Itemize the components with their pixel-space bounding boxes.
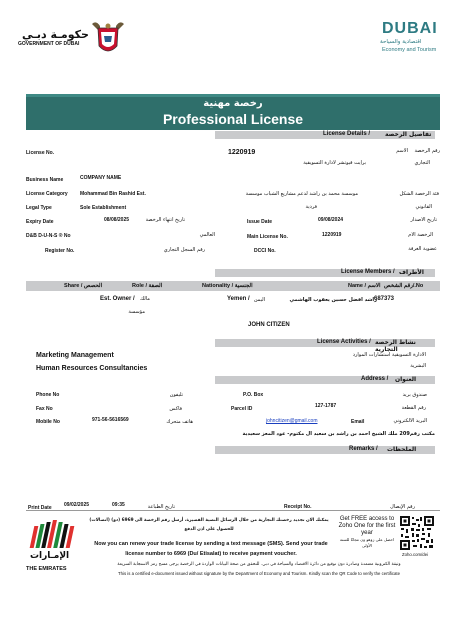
remarks-en: Remarks /: [349, 446, 378, 452]
print-date-label: Print Date: [28, 505, 52, 511]
issue-date-value: 09/08/2024: [318, 217, 344, 223]
license-no-label: License No.: [26, 150, 55, 156]
emirates-en: THE EMIRATES: [26, 566, 67, 572]
activity-item-ar: البشرية: [410, 363, 426, 369]
mobile-ar: هاتف متحرك: [166, 419, 193, 425]
license-activities-header: [215, 339, 435, 353]
members-columns-bar: [26, 281, 440, 291]
license-activities-en: License Activities /: [317, 339, 371, 345]
title-banner-top-stripe: [26, 94, 440, 97]
sms-renewal-ar: يمكنك الان تجديد رخصتك التجارية من خلال الرسائل النصية القصيرة، أرسل رقم الرخصة الى 6969 (دو) (اتصالات) للحصول على اذن الدفع: [89, 518, 329, 532]
fax-label: Fax No: [36, 406, 53, 412]
po-box-ar: صندوق بريد: [402, 392, 427, 398]
zoho-url: Zoho.com/dei: [402, 552, 429, 557]
issue-date-ar: تاريخ الاصدار: [410, 217, 437, 223]
license-no-ar: رقم الرخصة: [414, 148, 440, 154]
title-en: Professional License: [162, 111, 304, 127]
sms-renewal-en: Now you can renew your trade license by sending a text message (SMS). Send your trade license number to 6969 (Du/ Etisalat) to receive payment voucher.: [94, 541, 328, 557]
issue-date-label: Issue Date: [247, 219, 273, 225]
qr-code-icon[interactable]: [400, 516, 434, 550]
receipt-ar: رقم الإيصال: [390, 504, 415, 510]
dcci-ar: عضوية الغرفة: [408, 246, 437, 252]
mobile-label: Mobile No: [36, 419, 60, 425]
address-header: [215, 376, 435, 384]
footer-divider: [26, 510, 440, 511]
legal-type-label: Legal Type: [26, 205, 52, 211]
zoho-line-1: Get FREE access to: [339, 516, 395, 522]
license-members-header: [215, 269, 435, 277]
location-ar: مكتب رقم209 ملك الشيخ احمد بن راشد بن سعيد ال مكتوم- عود المعز سعيدية: [242, 431, 435, 437]
zoho-line-3: year: [361, 530, 373, 536]
zoho-line-2: Zoho One for the first: [338, 523, 396, 529]
dcci-label: DCCI No.: [254, 248, 276, 254]
fax-ar: فاكس: [169, 406, 182, 412]
dubai-logo-text: DUBAI: [382, 20, 438, 37]
license-no-value: 1220919: [228, 149, 256, 156]
expiry-date-value: 08/08/2025: [104, 217, 130, 223]
mobile-value: 971-56-5616569: [92, 417, 129, 423]
government-of-dubai-logo: [18, 26, 89, 50]
the-emirates-logo: [26, 518, 76, 580]
email-label: Email: [351, 419, 365, 425]
email-ar: البريد الالكتروني: [393, 418, 427, 424]
col-person-no: رقم الشخص/.No: [384, 283, 424, 289]
gov-en-text: GOVERNMENT OF DUBAI: [18, 41, 80, 47]
member-role-ar: مالك: [140, 296, 150, 302]
email-link[interactable]: johncitizen@gmail.com: [266, 418, 318, 424]
po-box-label: P.O. Box: [243, 392, 264, 398]
member-person-no: 687373: [374, 296, 395, 302]
emirates-ar: الإمـارات: [30, 551, 70, 561]
legal-type-value: Sole Establishment: [80, 205, 127, 211]
parcel-value: 127-1787: [315, 403, 337, 409]
register-label: Register No.: [45, 248, 75, 254]
license-category-ar-value: موسسة محمد بن راشد لدعم مشاريع الشباب موسسة: [245, 191, 358, 197]
license-details-en: License Details /: [323, 131, 371, 137]
legal-type-ar-value: فردية: [305, 204, 317, 210]
expiry-date-label: Expiry Date: [26, 219, 54, 225]
parcel-label: Parcel ID: [231, 406, 253, 412]
activity-item: Marketing Management: [36, 352, 114, 359]
parcel-ar: رقم القطعة: [401, 405, 426, 411]
address-en: Address /: [361, 376, 389, 382]
remarks-ar: الملحظات: [387, 446, 417, 453]
expiry-date-ar: تاريخ انتهاء الرخصة: [145, 217, 185, 223]
duns-ar: العالمي: [199, 232, 215, 238]
title-ar: رخصة مهنية: [203, 98, 263, 109]
legal-type-ar-label: القانوني: [415, 204, 432, 210]
col-role: Role / الصفة: [132, 283, 163, 289]
cert-en: This is a certified e-document issued without signature by the Department of Economy and Tourism. Kindly scan the QR Code to verify the certificate: [118, 571, 400, 576]
member-name-ar: راشد افضل حسين يعقوب الهاشمي: [289, 297, 377, 303]
phone-ar: تليفون: [169, 392, 183, 398]
main-license-label: Main License No.: [247, 234, 288, 240]
receipt-label: Receipt No.: [284, 504, 312, 510]
print-date-ar: تاريخ الطباعة: [147, 504, 175, 510]
license-activities-ar: نشاط الرخصة التجارية: [375, 339, 416, 353]
trade-label-ar: التجاري: [414, 160, 430, 166]
license-category-value: Mohammad Bin Rashid Est.: [80, 191, 146, 197]
member-role: Est. Owner /: [100, 296, 135, 302]
print-time: 09:35: [112, 502, 125, 508]
name-ar-label: الاسم: [396, 148, 408, 154]
license-members-ar: الأطراف: [399, 269, 424, 276]
member-role-ar2: مؤسسة: [128, 309, 145, 315]
dubai-dept-ar: اقتصادية والسياحة: [380, 39, 422, 45]
business-name-label: Business Name: [26, 177, 64, 183]
gov-ar-text: حكومـة دبـي: [22, 28, 89, 41]
main-license-ar: الرخصة الام: [408, 232, 433, 238]
address-ar: العنوان: [395, 376, 417, 383]
trade-name-ar: برايت فيوتشر لادارة التسويقية: [303, 160, 366, 166]
license-category-label: License Category: [26, 191, 68, 197]
cert-ar: وثيقة الكترونية معتمدة وصادرة دون توقيع من دائرة الاقتصاد والسياحة في دبي. للتحقق من صحة البيانات الواردة في الرخصة يرجى مسح رمز الاستجابة السريعة: [117, 562, 401, 567]
member-nationality: Yemen /: [227, 296, 250, 302]
member-name-en: JOHN CITIZEN: [248, 322, 290, 328]
license-category-ar-label: فئة الرخصة الشكل: [399, 191, 439, 197]
dubai-dept-en: Economy and Tourism: [382, 47, 437, 53]
license-details-ar: تفاصيل الرخصة: [385, 131, 432, 138]
member-nationality-ar: اليمن: [253, 297, 265, 303]
remarks-header: [215, 446, 435, 454]
title-banner: [26, 94, 440, 130]
business-name-value: COMPANY NAME: [80, 175, 122, 181]
col-nationality: Nationality / الجنسية: [202, 283, 253, 289]
activity-item-ar: الادارة التسويقية استشارات الموارد: [352, 352, 426, 358]
license-details-header: [215, 131, 435, 139]
activity-item: Human Resources Consultancies: [36, 365, 148, 372]
dubai-det-logo: [372, 20, 442, 60]
col-share: Share / الحصص: [64, 283, 103, 289]
main-license-value: 1220919: [322, 232, 342, 238]
register-ar: رقم السجل التجاري: [163, 247, 205, 253]
dubai-emblem-icon: [86, 18, 130, 58]
duns-label: D&B D-U-N-S ® No: [26, 233, 71, 239]
col-name: Name / الاسم: [348, 283, 381, 289]
zoho-ar: احصل على زوهو ون مجانًا للسنة الأولى: [339, 537, 395, 548]
zoho-promo: [336, 516, 398, 556]
license-members-en: License Members /: [341, 269, 395, 275]
print-date-value: 09/02/2025: [64, 502, 90, 508]
phone-label: Phone No: [36, 392, 60, 398]
